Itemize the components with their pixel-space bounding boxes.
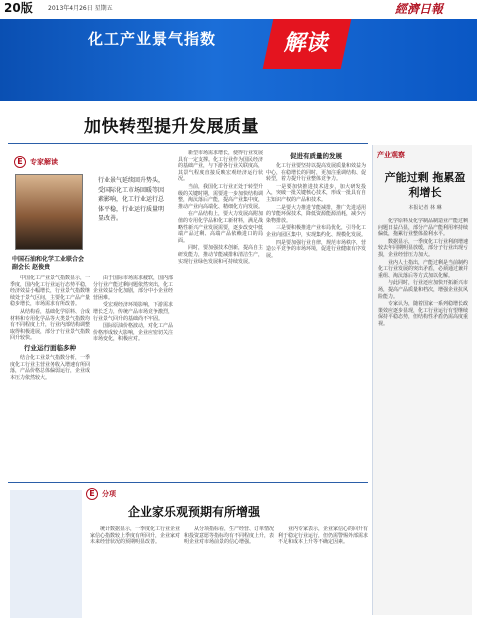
sidebar-byline: 本报记者 林 琳 [408,205,442,211]
paragraph: 当前，我国化工行业正处于转型升级的关键时期，需要进一步加快结构调整，淘汰落后产能，提高产业集中度，推动产业向高端化、精细化方向发展。 [178,183,263,210]
article-column [93,275,173,473]
paragraph: 统计数据显示，一季度化工行业企业家信心指数较上季度有所回升，企业家对未来经营状况的预期明显改善。 [90,526,180,546]
paragraph: 化学原料及化学制品制造业产能过剩问题日益凸显，部分产品产能利用率持续偏低，拖累行业整体盈利水平。 [378,218,468,238]
issue-date: 2013年4月26日 星期五 [48,5,113,12]
paragraph: 从结构看，基础化学原料、合成材料和专用化学品等大类景气指数均有不同程度上升，行业内部结构调整取得积极进展，部分子行业景气指数回升较快。 [10,308,90,342]
page-number: 20版 [4,1,33,15]
paragraph: 从分项指标看，生产经营、订单情况和投资意愿等指标均有不同程度上升，表明企业对市场前景的信心增强。 [184,526,274,546]
paragraph: 新型市场需求增长，使得行业发展具有一定支撑。化工行业作为国民经济的基础产业，与下游各行业关联度高，其景气程度直接反映宏观经济运行状况。 [178,150,263,183]
article-column [184,526,274,618]
article-column [90,526,180,618]
banner-title: 化工产业景气指数 [88,30,217,48]
article-column [10,275,90,473]
paragraph: 一是要加快推进技术进步，加大研发投入，突破一批关键核心技术，形成一批具有自主知识产权的产品和技术。 [266,183,366,203]
sidebar-tag: 产业观察 [377,151,405,159]
section-logo-icon: E [14,156,26,168]
paragraph: 三是要积极推进产业布局优化，引导化工企业向园区集中，实现集约化、规模化发展。 [266,225,366,238]
banner-badge: 解读 [263,19,352,69]
paragraph: 二是要大力推进节能减排，推广先进适用的节能环保技术，降低资源能源消耗，减少污染物排放。 [266,204,366,224]
paragraph: 同时，要加强技术创新，提高自主研发能力，推动节能减排和清洁生产，实现行业绿色发展和可持续发展。 [178,245,263,265]
section-logo-icon: E [86,488,98,500]
paragraph: 数据显示，一季度化工行业利润增速较去年同期明显放缓，部分子行业出现亏损，企业经营压力加大。 [378,238,468,258]
lower-left-panel [10,490,82,618]
paragraph: 业内人士指出，产能过剩是当前制约化工行业发展的突出矛盾，必须通过兼并重组、淘汰落后等方式加以化解。 [378,259,468,279]
subheading: 促进有质量的发展 [290,152,342,160]
paragraph: 业内专家表示，企业家信心的回升有利于稳定行业运行，但仍需警惕外部需求不足和成本上升等不确定因素。 [278,526,368,546]
lower-article-headline: 企业家乐观预期有所增强 [128,505,261,519]
expert-caption: 中国石油和化学工业联合会 副会长 赵俊贵 [12,256,85,271]
paragraph: 国际原油价格波动，对化工产品价格形成较大影响，企业应密切关注市场变化，积极应对。 [93,323,173,343]
article-headline: 加快转型提升发展质量 [84,117,259,137]
pull-quote [98,176,168,224]
article-column [178,150,263,475]
newspaper-masthead: 經濟日報 [395,2,444,16]
section-tag: 分项 [102,490,116,498]
paragraph: 受宏观经济环境影响，下游需求增长乏力，传统产品市场竞争激烈，行业景气回升的基础尚不牢固。 [93,302,173,322]
article-column [278,526,368,618]
paragraph: 由于国际市场需求疲软，国内部分行业产能过剩问题依然突出，化工企业效益分化加剧，部分中小企业经营困难。 [93,275,173,301]
paragraph: 结合化工业景气指数分析，一季度化工行业主营业务收入增速有所回落，产品价格总体偏弱运行，企业成本压力依然较大。 [10,354,90,381]
subheading: 行业运行面临多种 [24,343,76,352]
sidebar-headline: 产能过剩 拖累盈利增长 [384,171,466,199]
paragraph: 在产品结构上，要大力发展高附加值的专用化学品和化工新材料，满足战略性新兴产业发展需要，逐步改变中低端产品过剩、高端产品依赖进口的局面。 [178,211,263,244]
paragraph: 与此同时，行业还应加快开拓新兴市场，提高产品质量和档次，增强企业抗风险能力。 [378,280,468,300]
paragraph: 中国化工产业景气指数显示，一季度，国内化工行业运行态势平稳，经济效益小幅增长，行业景气指数继续处于景气区间，主要化工产品产量稳步增长，市场需求有所改善。 [10,275,90,308]
sidebar-column [378,218,468,608]
article-column [266,150,366,475]
paragraph: 四是要加强行业自律，规范市场秩序，营造公平竞争的市场环境，促进行业健康有序发展。 [266,239,366,259]
divider [8,482,368,483]
page-banner [0,19,477,101]
divider [8,143,368,144]
section-tag: 专家解读 [30,158,58,166]
paragraph: 专家认为，随着国家一系列稳增长政策效应逐步显现，化工行业运行有望继续保持平稳态势，但结构性矛盾仍需高度重视。 [378,301,468,327]
expert-photo [15,174,83,250]
pull-quote-text: 行业景气延续回升势头，受国际化工市场回暖等因素影响，化工行业运行总体平稳，行业运行质量明显改善。 [98,177,165,222]
paragraph: 化工行业要坚持以提高发展质量和效益为中心，在稳增长的同时，更加注重调结构、促转型，着力提升行业整体竞争力。 [266,163,366,183]
